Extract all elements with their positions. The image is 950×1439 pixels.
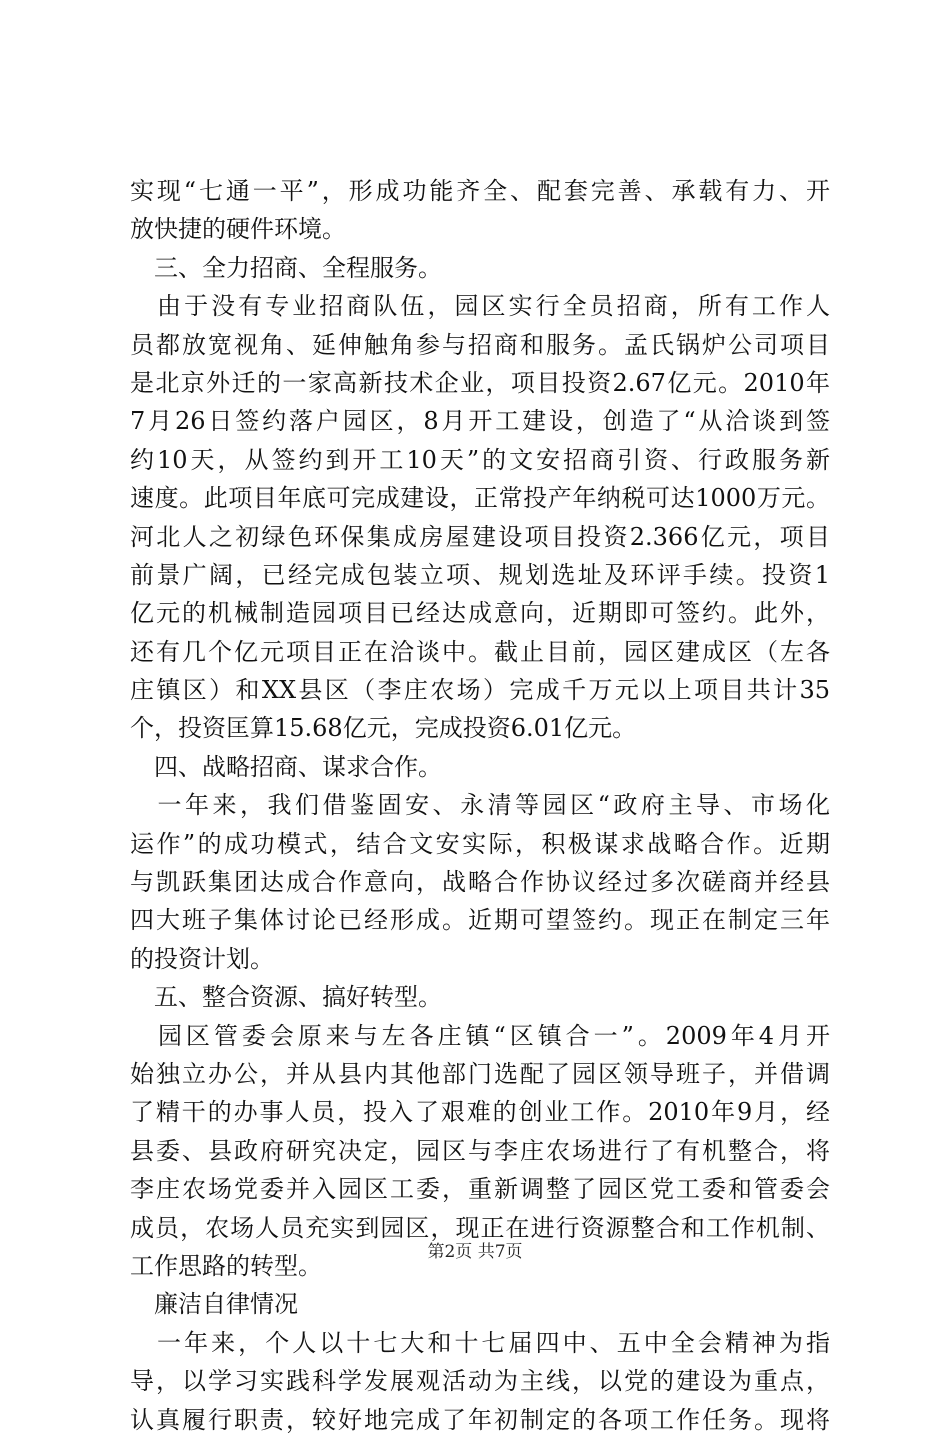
text-line: 约10天，从签约到开工10天”的文安招商引资、行政服务新: [130, 445, 830, 474]
section-heading: 三、全力招商、全程服务。: [130, 253, 442, 282]
text-line: 了精干的办事人员，投入了艰难的创业工作。2010年9月，经: [130, 1098, 830, 1127]
text-line: 工作思路的转型。: [130, 1251, 322, 1280]
text-line: 还有几个亿元项目正在洽谈中。截止目前，园区建成区（左各: [130, 637, 830, 666]
page-footer: 第2页 共7页: [427, 1242, 523, 1262]
section-heading: 四、战略招商、谋求合作。: [130, 752, 442, 781]
text-line: 是北京外迁的一家高新技术企业，项目投资2.67亿元。2010年: [130, 368, 830, 397]
text-line: 园区管委会原来与左各庄镇“区镇合一”。2009年4月开: [130, 1021, 830, 1050]
section-heading: 五、整合资源、搞好转型。: [130, 983, 442, 1012]
text-line: 认真履行职责，较好地完成了年初制定的各项工作任务。现将: [130, 1405, 830, 1434]
text-line: 县委、县政府研究决定，园区与李庄农场进行了有机整合，将: [130, 1136, 830, 1165]
text-line: 个，投资匡算15.68亿元，完成投资6.01亿元。: [130, 714, 637, 743]
text-line: 一年来，我们借鉴固安、永清等园区“政府主导、市场化: [130, 791, 830, 820]
text-line: 四大班子集体讨论已经形成。近期可望签约。现正在制定三年: [130, 906, 830, 935]
text-line: 由于没有专业招商队伍，园区实行全员招商，所有工作人: [130, 292, 830, 321]
text-line: 放快捷的硬件环境。: [130, 215, 346, 244]
text-line: 一年来，个人以十七大和十七届四中、五中全会精神为指: [130, 1328, 830, 1357]
text-line: 员都放宽视角、延伸触角参与招商和服务。孟氏锅炉公司项目: [130, 330, 830, 359]
text-line: 的投资计划。: [130, 944, 274, 973]
text-line: 李庄农场党委并入园区工委，重新调整了园区党工委和管委会: [130, 1175, 830, 1204]
text-line: 运作”的成功模式，结合文安实际，积极谋求战略合作。近期: [130, 829, 830, 858]
text-line: 前景广阔，已经完成包装立项、规划选址及环评手续。投资1: [130, 560, 830, 589]
text-line: 始独立办公，并从县内其他部门选配了园区领导班子，并借调: [130, 1059, 830, 1088]
text-line: 导，以学习实践科学发展观活动为主线，以党的建设为重点，: [130, 1367, 830, 1396]
section-heading: 廉洁自律情况: [130, 1290, 298, 1319]
text-line: 速度。此项目年底可完成建设，正常投产年纳税可达1000万元。: [130, 484, 830, 513]
text-line: 河北人之初绿色环保集成房屋建设项目投资2.366亿元，项目: [130, 522, 830, 551]
text-line: 庄镇区）和XX县区（李庄农场）完成千万元以上项目共计35: [130, 676, 830, 705]
text-line: 实现“七通一平”，形成功能齐全、配套完善、承载有力、开: [130, 177, 830, 205]
text-line: 成员，农场人员充实到园区，现正在进行资源整合和工作机制、: [130, 1213, 830, 1242]
text-line: 7月26日签约落户园区，8月开工建设，创造了“从洽谈到签: [130, 407, 830, 436]
text-line: 与凯跃集团达成合作意向，战略合作协议经过多次磋商并经县: [130, 868, 830, 897]
text-line: 亿元的机械制造园项目已经达成意向，近期即可签约。此外，: [130, 599, 830, 628]
